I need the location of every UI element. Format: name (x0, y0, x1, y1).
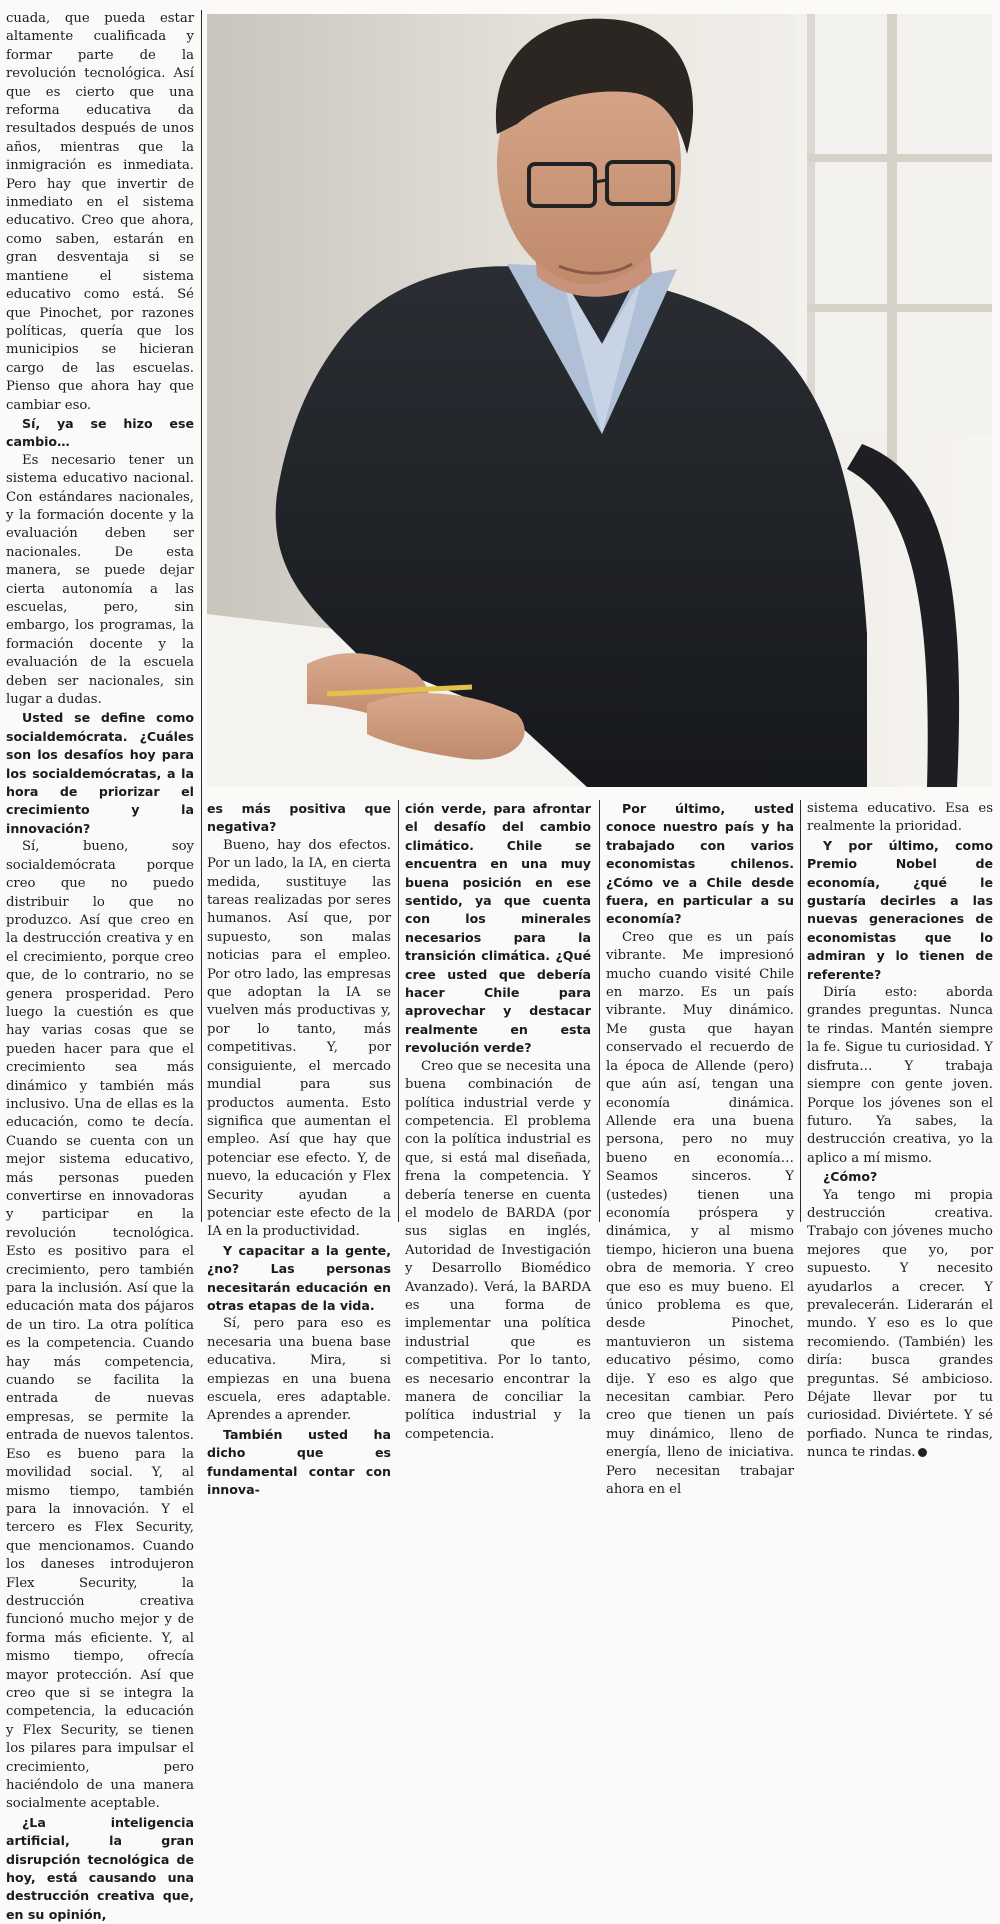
portrait-illustration (207, 14, 992, 787)
interview-question: ¿La inteligencia artificial, la gran disrupción tecnológica de hoy, está causando una destrucción creativa que, en su opinión, (6, 1814, 194, 1922)
interview-question: Y capacitar a la gente, ¿no? Las personas necesitarán educación en otras etapas de la vida. (207, 1242, 391, 1313)
interview-question: ¿Cómo? (823, 1169, 878, 1185)
article-column-1 (6, 10, 194, 1924)
interview-answer: Es necesario tener un sistema educativo nacional. Con estándares nacionales, y la formación docente y la evaluación deben ser nacionales. De esta manera, se puede dejar cierta autonomía a las escuelas, pero, sin embargo, los programas, la formación docente y la evaluación de la escuela deben ser nacionales, sin lugar a dudas. (6, 452, 194, 708)
interview-question: Usted se define como socialdemócrata. ¿Cuáles son los desafíos hoy para los socialdemócratas, a la hora de priorizar el crecimiento y la innovación? (6, 710, 194, 836)
article-column-2 (207, 800, 391, 1499)
interview-question: ción verde, para afrontar el desafío del cambio climático. Chile se encuentra en una muy buena posición en ese sentido, ya que cuenta con los minerales necesarios para la transición climática. ¿Qué cree usted que debería hacer Chile para aprovechar y destacar realmente en esta revolución verde? (405, 801, 591, 1056)
interview-answer: Creo que se necesita una buena combinación de política industrial verde y competencia. El problema con la política industrial es que, si está mal diseñada, frena la competencia. Y debería tenerse en cuenta el modelo de BARDA (por sus siglas en inglés, Autoridad de Investigación y Desarrollo Biomédico Avanzado). Verá, la BARDA es una forma de implementar una política industrial que es competitiva. Por lo tanto, es necesario encontrar la manera de conciliar la política industrial y la competencia. (405, 1058, 591, 1442)
interview-question: Y por último, como Premio Nobel de economía, ¿qué le gustaría decirles a las nuevas generaciones de economistas que lo admiran y lo tienen de referente? (807, 837, 993, 982)
interview-question: También usted ha dicho que es fundamental contar con innova- (207, 1426, 391, 1498)
interview-answer: Diría esto: aborda grandes preguntas. Nunca te rindas. Mantén siempre la fe. Sigue tu curiosidad. Y disfruta… Y trabaja siempre con gente joven. Porque los jóvenes son el futuro. Ya sabes, la destrucción creativa, yo la aplico a mí mismo. (807, 985, 993, 1166)
column-divider (599, 800, 600, 1222)
article-column-4 (606, 800, 794, 1499)
interview-answer: cuada, que pueda estar altamente cualificada y formar parte de la revolución tecnológica. Así que es cierto que una reforma educativa da resultados después de unos años, mientras que la inmigración es inmediata. Pero hay que invertir de inmediato en el sistema educativo. Creo que ahora, como saben, estarán en gran desventaja si se mantiene el sistema educativo como está. Sé que Pinochet, por razones políticas, quería que los municipios se hicieran cargo de las escuelas. Pienso que ahora hay que cambiar eso. (6, 11, 194, 413)
column-divider (398, 800, 399, 1222)
interview-answer: Bueno, hay dos efectos. Por un lado, la IA, en cierta medida, sustituye las tareas realizadas por seres humanos. Así que, por supuesto, son malas noticias para el empleo. Por otro lado, las empresas que adoptan la IA se vuelven más productivas y, por lo tanto, más competitivas. Y, por consiguiente, el mercado mundial para sus productos aumenta. Esto significa que aumentan el empleo. Así que hay que potenciar ese efecto. Y, de nuevo, la educación y Flex Security ayudan a potenciar este efecto de la IA en la productividad. (207, 837, 391, 1240)
interview-answer: Creo que es un país vibrante. Me impresionó mucho cuando visité Chile en marzo. Es un país vibrante. Muy dinámico. Me gusta que hayan conservado el recuerdo de la época de Allende (pero) que aún así, tengan una economía dinámica. Allende era una buena persona, pero no muy bueno en economía… Seamos sinceros. Y (ustedes) tienen una economía próspera y dinámica, y al mismo tiempo, hicieron una buena obra de memoria. Y creo que eso es muy bueno. El único problema es que, desde Pinochet, mantuvieron un sistema educativo pésimo, como dije. Y eso es algo que necesitan cambiar. Pero creo que tienen un país muy dinámico, lleno de energía, lleno de iniciativa. Pero necesitan trabajar ahora en el (606, 929, 794, 1498)
column-divider (201, 10, 202, 1222)
end-of-article-icon (918, 1448, 927, 1457)
interview-question: Por último, usted conoce nuestro país y ha trabajado con varios economistas chilenos. ¿Cómo ve a Chile desde fuera, en particular a su economía? (606, 801, 794, 927)
column-divider (800, 800, 801, 1222)
article-column-5 (807, 800, 993, 1463)
interview-answer: sistema educativo. Esa es realmente la prioridad. (807, 801, 993, 835)
interview-answer: Sí, pero para eso es necesaria una buena base educativa. Mira, si empiezas en una buena escuela, eres adaptable. Aprendes a aprender. (207, 1316, 391, 1424)
interview-question: Sí, ya se hizo ese cambio… (6, 415, 194, 450)
interview-answer: Ya tengo mi propia destrucción creativa. Trabajo con jóvenes mucho mejores que yo, por supuesto. Y necesito ayudarlos a crecer. Y prevalecerán. Liderarán el mundo. Y eso es lo que recomiendo. (También) les diría: busca grandes preguntas. Sé ambicioso. Déjate llevar por tu curiosidad. Diviértete. Y sé porfiado. Nunca te rindas, nunca te rindas. (807, 1187, 993, 1461)
article-column-3 (405, 800, 591, 1444)
portrait-photo (207, 14, 992, 787)
interview-question: es más positiva que negativa? (207, 801, 391, 835)
interview-answer: Sí, bueno, soy socialdemócrata porque creo que no puedo distribuir lo que no produzco. Así que creo en la destrucción creativa y en el crecimiento, porque creo que, de lo contrario, no se genera prosperidad. Pero luego la cuestión es que hay varias cosas que se pueden hacer para que el crecimiento sea más dinámico y también más inclusivo. Una de ellas es la educación, como te decía. Cuando se cuenta con un mejor sistema educativo, más personas pueden convertirse en innovadoras y participar en la revolución tecnológica. Esto es positivo para el crecimiento, pero también para la inclusión. Así que la educación mata dos pájaros de un tiro. La otra política es la competencia. Cuando hay más competencia, cuando se facilita la entrada de nuevas empresas, se permite la entrada de nuevos talentos. Eso es bueno para la movilidad social. Y, al mismo tiempo, también para la innovación. Y el tercero es Flex Security, que mencionamos. Cuando los daneses introdujeron Flex Security, la destrucción creativa funcionó mucho mejor y de forma más eficiente. Y, al mismo tiempo, ofrecía mayor protección. Así que creo que si se integra la competencia, la educación y Flex Security, se tienen los pilares para impulsar el crecimiento, pero haciéndolo de una manera socialmente aceptable. (6, 839, 194, 1812)
